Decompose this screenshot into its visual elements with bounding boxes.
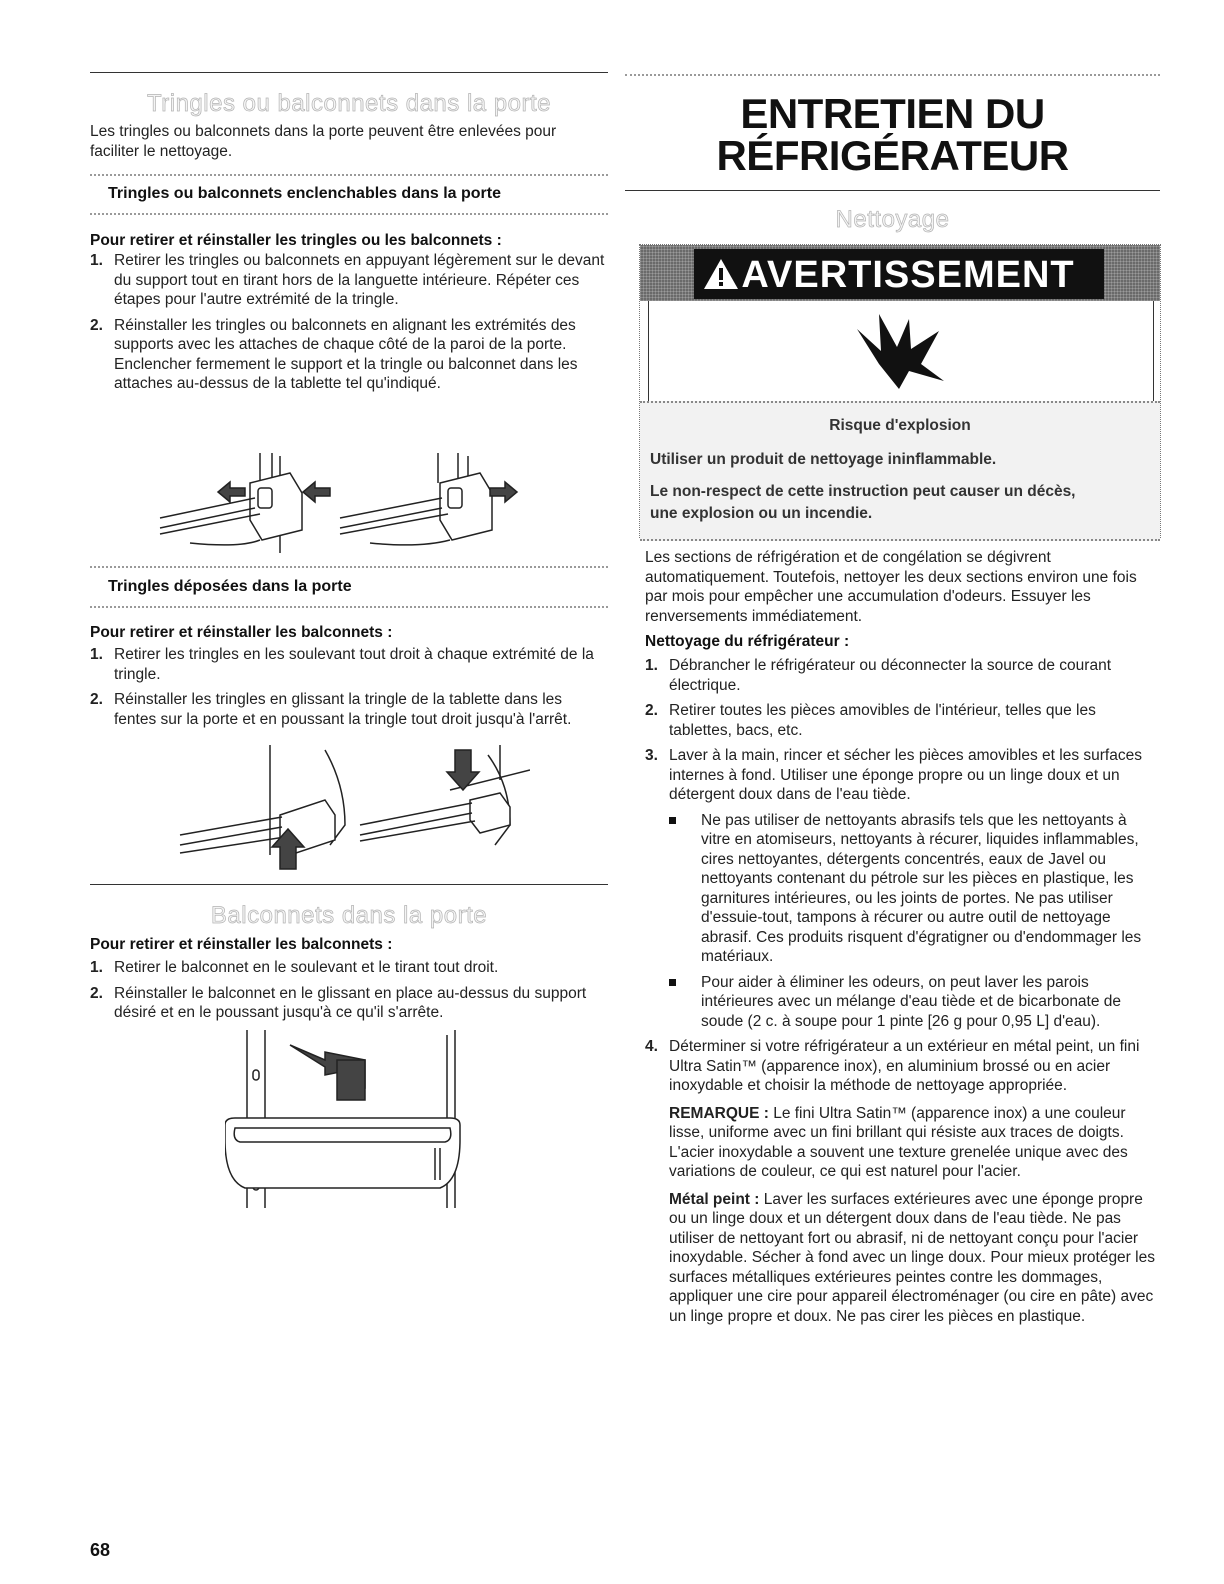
note-paragraph: REMARQUE : Le fini Ultra Satin™ (apparence inox) a une couleur lisse, uniforme avec un fini brillant qui résiste aux traces de doigts. L'acier inoxydable a souvent une texture grenelée unique avec des variations de couleur, ce qui est naturel pour l'acier. bbox=[669, 1104, 1128, 1180]
warning-box bbox=[639, 244, 1161, 538]
drop-in-rail-illustration bbox=[170, 745, 530, 870]
warning-banner-text: AVERTISSEMENT bbox=[741, 254, 1075, 296]
painted-metal-paragraph: Métal peint : Laver les surfaces extérieures avec une éponge propre ou un linge doux et un détergent doux dans de l'eau tiède. Ne pas utiliser de nettoyant fort ou abrasif, ni de nettoyant conçu pour l'acier inoxydable. Sécher à fond avec un linge doux. Pour mieux protéger les surfaces métalliques extérieures peintes contre les dommages, appliquer une cire pour appareil électroménager (ou cire en pâte) avec un linge propre et doux. Ne pas cirer les pièces en plastique. bbox=[669, 1190, 1155, 1325]
list-item: 4. Déterminer si votre réfrigérateur a un extérieur en métal peint, un fini Ultra Satin™ (apparence inox), en aluminium brossé ou en acier inoxydable et choisir la méthode de nettoyage appropriée. REMARQUE : Le fini Ultra Satin™ (apparence inox) a une couleur lisse, uniforme avec un fini brillant qui résiste aux traces de doigts. L'acier inoxydable a souvent une texture grenelée unique avec des variations de couleur, ce qui est naturel pour l'acier. Métal peint : Laver les surfaces extérieures avec une éponge propre ou un linge doux et un détergent doux dans de l'eau tiède. Ne pas utiliser de nettoyant fort ou abrasif, ni de nettoyant conçu pour l'acier inoxydable. Sécher à fond avec un linge doux. Pour mieux protéger les surfaces métalliques extérieures peintes contre les dommages, appliquer une cire pour appareil électroménager (ou cire en pâte) avec un linge propre et doux. Ne pas cirer les pièces en plastique. bbox=[645, 1037, 1157, 1326]
subsection-title-snap-on: Tringles ou balconnets enclenchables dans la porte bbox=[108, 185, 501, 202]
warning-consequence-line1: Le non-respect de cette instruction peut causer un décès, bbox=[650, 483, 1076, 500]
divider bbox=[90, 174, 608, 176]
door-bin-steps bbox=[90, 958, 605, 1029]
divider bbox=[90, 213, 608, 215]
bullet-item: Pour aider à éliminer les odeurs, on peut laver les parois intérieures avec un mélange d'eau tiède et de bicarbonate de soude (2 c. à soupe pour 1 pinte [26 g pour 0,95 L] d'eau). bbox=[645, 973, 1157, 1032]
drop-in-steps bbox=[90, 645, 605, 735]
warning-banner-inner bbox=[694, 249, 1104, 299]
list-item: 2. Réinstaller les tringles en glissant la tringle de la tablette dans les fentes sur la porte et en poussant la tringle tout droit jusqu'à l'arrêt. bbox=[90, 691, 572, 728]
section-title-door-bins: Balconnets dans la porte bbox=[210, 902, 488, 929]
list-item: 2. Réinstaller le balconnet en le glissant en place au-dessus du support désiré et en le poussant jusqu'à ce qu'il s'arrête. bbox=[90, 984, 587, 1021]
section-title-cleaning: Nettoyage bbox=[835, 206, 950, 233]
top-rule bbox=[90, 72, 608, 73]
list-item: 3. Laver à la main, rincer et sécher les pièces amovibles et les surfaces internes à fond. Utiliser une éponge propre ou un linge doux et un détergent doux dans de l'eau tiède. Ne pas utiliser de nettoyants abrasifs tels que les nettoyants à vitre en atomiseurs, nettoyants à récurer, liquides inflammables, cires nettoyantes, détergents concentrés, eaux de Javel ou nettoyants contenant du pétrole sur les pièces en plastique, les garnitures intérieures, ou les joints de portes. Ne pas utiliser d'essuie-tout, tampons à récurer ou autre outil de nettoyage abrasif. Ces produits risquent d'égratigner ou d'endommager les matériaux. Pour aider à éliminer les odeurs, on peut laver les parois intérieures avec un mélange d'eau tiède et de bicarbonate de soude (2 c. à soupe pour 1 pinte [26 g pour 0,95 L] d'eau). bbox=[645, 746, 1157, 1031]
page-title-line1: ENTRETIEN DU bbox=[740, 90, 1045, 137]
divider bbox=[90, 566, 608, 568]
list-item: 1. Retirer les tringles ou balconnets en appuyant légèrement sur le devant du support tout en tirant hors de la languette intérieure. Répéter ces étapes pour l'autre extrémité de la tringle. bbox=[90, 252, 605, 308]
procedure-heading: Nettoyage du réfrigérateur : bbox=[645, 633, 850, 650]
page-number: 68 bbox=[90, 1540, 111, 1560]
warning-hazard: Risque d'explosion bbox=[829, 417, 971, 434]
list-item: 2. Retirer toutes les pièces amovibles de l'intérieur, telles que les tablettes, bacs, etc. bbox=[645, 702, 1096, 739]
warning-consequence-line2: une explosion ou un incendie. bbox=[650, 505, 873, 522]
list-item: 1. Retirer le balconnet en le soulevant et le tirant tout droit. bbox=[90, 959, 499, 976]
section-rule bbox=[90, 884, 608, 885]
subsection-title-drop-in: Tringles déposées dans la porte bbox=[108, 578, 352, 595]
procedure-heading: Pour retirer et réinstaller les tringles ou les balconnets : bbox=[90, 232, 502, 249]
warning-instruction: Utiliser un produit de nettoyage ininflammable. bbox=[650, 451, 997, 468]
snap-on-rail-illustration bbox=[150, 448, 560, 558]
cleaning-intro: Les sections de réfrigération et de congélation se dégivrent automatiquement. Toutefois, nettoyer les deux sections environ une fois par mois pour empêcher une accumulation d'odeurs. Essuyer les renversements immédiatement. bbox=[645, 549, 1137, 625]
page-title-line2: RÉFRIGÉRATEUR bbox=[716, 132, 1069, 179]
warning-image-area bbox=[648, 301, 1154, 401]
divider bbox=[90, 606, 608, 608]
list-item: 1. Débrancher le réfrigérateur ou déconnecter la source de courant électrique. bbox=[645, 657, 1112, 694]
top-rule bbox=[625, 74, 1160, 76]
explosion-icon bbox=[849, 309, 949, 394]
title-rule bbox=[625, 190, 1160, 191]
door-bin-illustration bbox=[225, 1030, 475, 1215]
warning-banner bbox=[640, 245, 1160, 301]
cleaning-steps bbox=[645, 656, 1157, 1332]
snap-on-steps bbox=[90, 251, 605, 400]
procedure-heading: Pour retirer et réinstaller les balconnets : bbox=[90, 624, 393, 641]
bullet-item: Ne pas utiliser de nettoyants abrasifs tels que les nettoyants à vitre en atomiseurs, nettoyants à récurer, liquides inflammables, cires nettoyantes, détergents concentrés, eaux de Javel ou nettoyants contenant du pétrole sur les pièces en plastique, les garnitures intérieures, ou les joints de portes. Ne pas utiliser d'essuie-tout, tampons à récurer ou autre outil de nettoyage abrasif. Ces produits risquent d'égratigner ou d'endommager les matériaux. bbox=[645, 811, 1157, 967]
procedure-heading: Pour retirer et réinstaller les balconnets : bbox=[90, 936, 393, 953]
warning-message-area bbox=[640, 401, 1160, 541]
list-item: 1. Retirer les tringles en les soulevant tout droit à chaque extrémité de la tringle. bbox=[90, 646, 594, 683]
door-rails-intro: Les tringles ou balconnets dans la porte peuvent être enlevées pour faciliter le nettoyage. bbox=[90, 123, 557, 160]
section-title-door-rails: Tringles ou balconnets dans la porte bbox=[146, 90, 551, 117]
list-item: 2. Réinstaller les tringles ou balconnets en alignant les extrémités des supports avec les attaches de chaque côté de la paroi de la porte. Enclencher fermement le support et la tringle ou balconnet dans les attaches au-dessus de la tablette tel qu'indiqué. bbox=[90, 316, 578, 392]
